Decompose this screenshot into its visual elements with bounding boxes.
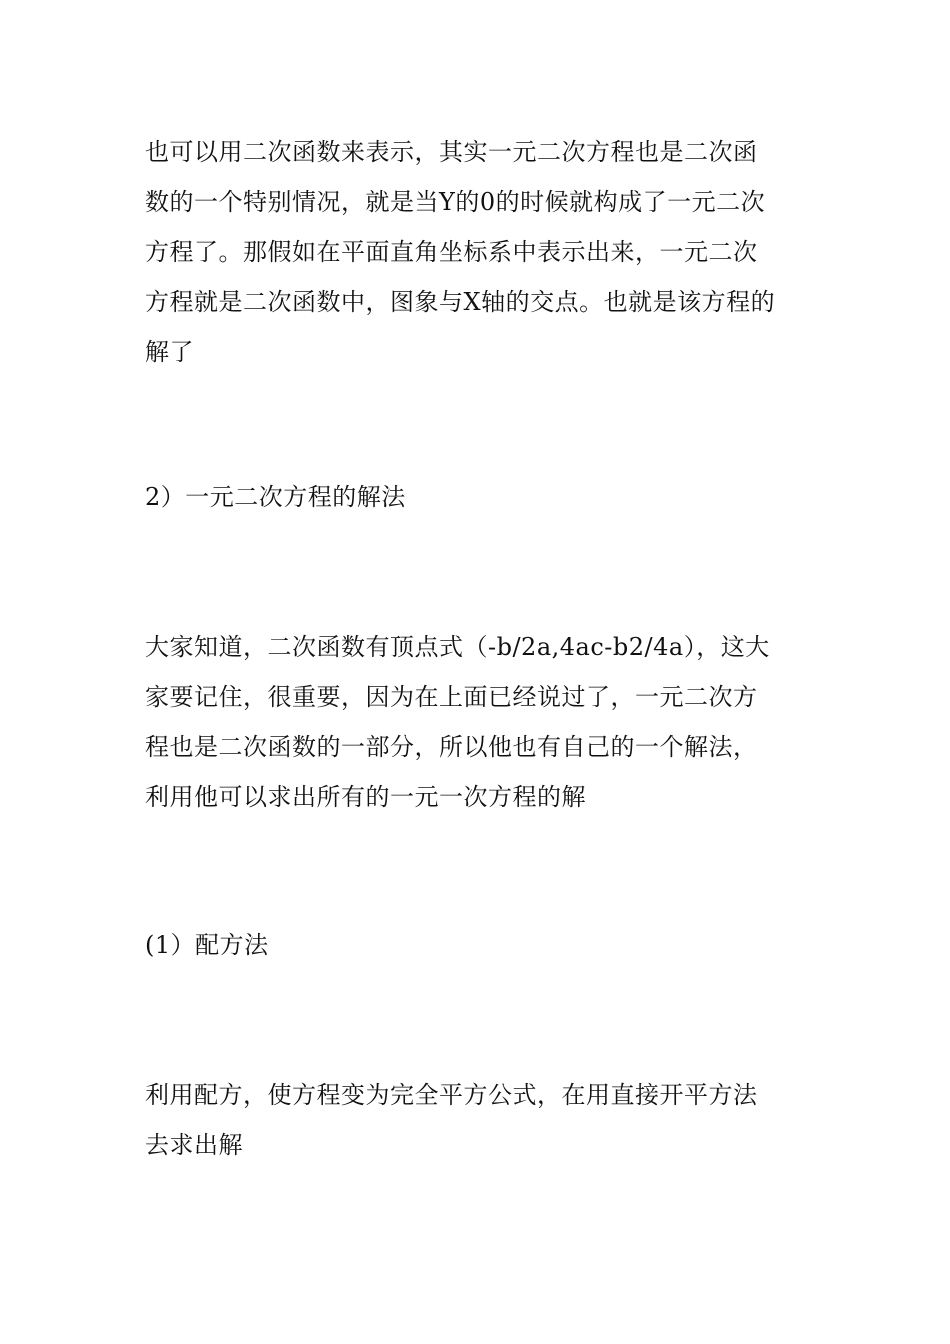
text-line: 大家知道，二次函数有顶点式（-b/2a,4ac-b2/4a），这大 — [145, 633, 770, 661]
section-heading-solutions — [145, 472, 815, 522]
text-line: 利用他可以求出所有的一元一次方程的解 — [145, 783, 586, 811]
paragraph-completing-square — [145, 1070, 815, 1170]
paragraph-quadratic-function — [145, 127, 815, 377]
method-heading-completing-square — [145, 920, 815, 970]
text-line: 方程了。那假如在平面直角坐标系中表示出来，一元二次 — [145, 238, 758, 266]
paragraph-vertex-form — [145, 622, 815, 822]
text-line: 方程就是二次函数中，图象与X轴的交点。也就是该方程的 — [145, 288, 776, 316]
text-line: 程也是二次函数的一部分，所以他也有自己的一个解法， — [145, 733, 758, 761]
text-line: 也可以用二次函数来表示，其实一元二次方程也是二次函 — [145, 138, 758, 166]
text-line: 去求出解 — [145, 1131, 243, 1159]
text-line: 利用配方，使方程变为完全平方公式，在用直接开平方法 — [145, 1081, 758, 1109]
text-line: 数的一个特别情况，就是当Y的0的时候就构成了一元二次 — [145, 188, 766, 216]
heading-text: 2）一元二次方程的解法 — [145, 483, 406, 511]
heading-text: (1）配方法 — [145, 931, 269, 959]
text-line: 解了 — [145, 338, 194, 366]
text-line: 家要记住，很重要，因为在上面已经说过了，一元二次方 — [145, 683, 758, 711]
